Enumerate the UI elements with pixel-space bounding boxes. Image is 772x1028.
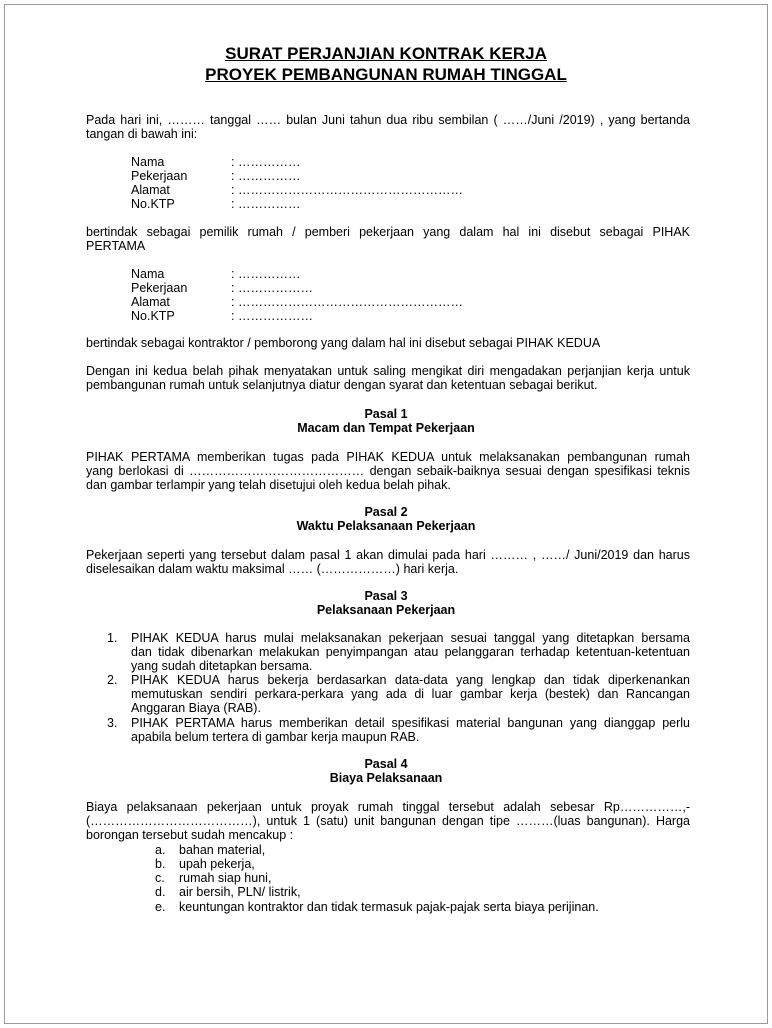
party2-role: bertindak sebagai kontraktor / pemborong yang dalam hal ini disebut sebagai PIHAK KEDUA <box>86 336 601 350</box>
pasal1-heading: Pasal 1 <box>364 407 408 421</box>
party2-value-ktp: : ……………… <box>231 309 313 323</box>
pasal1-line3: dan gambar terlampir yang telah disetujui oleh kedua belah pihak. <box>86 478 451 492</box>
agreement-line1: Dengan ini kedua belah pihak menyatakan untuk saling mengikat diri mengadakan perjanjian kerja untuk <box>86 364 690 378</box>
pasal4-item-d-text: air bersih, PLN/ listrik, <box>179 885 301 899</box>
pasal3-item1-line2: dan tidak dibenarkan melakukan penyimpangan atau pelanggaran terhadap ketentuan-ketentuan <box>131 645 690 659</box>
pasal4-heading: Pasal 4 <box>364 757 408 771</box>
party2-label-pekerjaan: Pekerjaan <box>131 281 188 295</box>
party1-label-nama: Nama <box>131 155 165 169</box>
party2-value-pekerjaan: : ……………… <box>231 281 313 295</box>
pasal4-item-b-text: upah pekerja, <box>179 857 255 871</box>
party1-label-alamat: Alamat <box>131 183 170 197</box>
pasal1-subheading: Macam dan Tempat Pekerjaan <box>297 421 475 435</box>
pasal4-item-c-text: rumah siap huni, <box>179 871 272 885</box>
pasal2-line1: Pekerjaan seperti yang tersebut dalam pasal 1 akan dimulai pada hari ……… , ……/ Juni/2019 dan harus <box>86 548 690 562</box>
pasal4-line1: Biaya pelaksanaan pekerjaan untuk proyak rumah tinggal tersebut adalah sebesar Rp……………,- <box>86 800 690 814</box>
document-title-line2: PROYEK PEMBANGUNAN RUMAH TINGGAL <box>205 65 567 84</box>
pasal3-item2-line3: Anggaran Biaya (RAB). <box>131 701 261 715</box>
pasal2-subheading: Waktu Pelaksanaan Pekerjaan <box>296 519 476 533</box>
party2-value-nama: : …………… <box>231 267 301 281</box>
pasal3-item1-line3: yang sudah ditetapkan bersama. <box>131 659 313 673</box>
pasal4-subheading: Biaya Pelaksanaan <box>329 771 443 785</box>
pasal3-item1-line1: PIHAK KEDUA harus mulai melaksanakan pekerjaan sesuai tanggal yang ditetapkan bersama <box>131 631 690 645</box>
pasal4-item-b-letter: b. <box>155 857 166 871</box>
pasal2-line2: diselesaikan dalam waktu maksimal …… (………………) hari kerja. <box>86 562 459 576</box>
pasal4-line3: borongan tersebut sudah mencakup : <box>86 828 294 842</box>
pasal3-item2-line1: PIHAK KEDUA harus bekerja berdasarkan data-data yang lengkap dan tidak diperkenankan <box>131 673 690 687</box>
party1-value-ktp: : …………… <box>231 197 301 211</box>
party1-value-alamat: : ……………………………………………… <box>231 183 463 197</box>
agreement-line2: pembangunan rumah untuk selanjutnya diatur dengan syarat dan ketentuan sebagai berikut. <box>86 378 598 392</box>
pasal3-item2-number: 2. <box>107 673 118 687</box>
pasal1-line2: yang berlokasi di …………………………………… dengan sebaik-baiknya sesuai dengan spesifikasi teknis <box>86 464 690 478</box>
pasal3-heading: Pasal 3 <box>364 589 408 603</box>
party1-role-line2: PERTAMA <box>86 239 146 253</box>
party2-label-alamat: Alamat <box>131 295 170 309</box>
party2-value-alamat: : ……………………………………………… <box>231 295 463 309</box>
pasal3-item1-number: 1. <box>107 631 118 645</box>
intro-line2: tangan di bawah ini: <box>86 127 198 141</box>
party1-role-line1: bertindak sebagai pemilik rumah / pemberi pekerjaan yang dalam hal ini disebut sebagai PIHAK <box>86 225 690 239</box>
pasal3-subheading: Pelaksanaan Pekerjaan <box>316 603 456 617</box>
party2-label-nama: Nama <box>131 267 165 281</box>
party1-label-pekerjaan: Pekerjaan <box>131 169 188 183</box>
pasal4-item-e-letter: e. <box>155 900 166 914</box>
party1-value-pekerjaan: : …………… <box>231 169 301 183</box>
pasal1-line1: PIHAK PERTAMA memberikan tugas pada PIHAK KEDUA untuk melaksanakan pembangunan rumah <box>86 450 690 464</box>
party1-label-ktp: No.KTP <box>131 197 175 211</box>
pasal4-item-a-text: bahan material, <box>179 843 266 857</box>
pasal3-item3-number: 3. <box>107 716 118 730</box>
pasal3-item3-line2: apabila belum tertera di gambar kerja maupun RAB. <box>131 730 420 744</box>
pasal4-item-e-text: keuntungan kontraktor dan tidak termasuk pajak-pajak serta biaya perijinan. <box>179 900 599 914</box>
party1-value-nama: : …………… <box>231 155 301 169</box>
document-title-line1: SURAT PERJANJIAN KONTRAK KERJA <box>225 44 547 63</box>
pasal4-item-c-letter: c. <box>155 871 165 885</box>
pasal4-line2: (…………………………………), untuk 1 (satu) unit bangunan dengan tipe ………(luas bangunan). Harga <box>86 814 690 828</box>
pasal3-item3-line1: PIHAK PERTAMA harus memberikan detail spesifikasi material bangunan yang dianggap perlu <box>131 716 690 730</box>
pasal4-item-a-letter: a. <box>155 843 166 857</box>
party2-label-ktp: No.KTP <box>131 309 175 323</box>
pasal2-heading: Pasal 2 <box>364 505 408 519</box>
pasal4-item-d-letter: d. <box>155 885 166 899</box>
pasal3-item2-line2: memutuskan sendiri perkara-perkara yang ada di luar gambar kerja (bestek) dan Rancangan <box>131 687 690 701</box>
intro-line1: Pada hari ini, ……… tanggal …… bulan Juni tahun dua ribu sembilan ( ……/Juni /2019) , yang bertanda <box>86 113 690 127</box>
